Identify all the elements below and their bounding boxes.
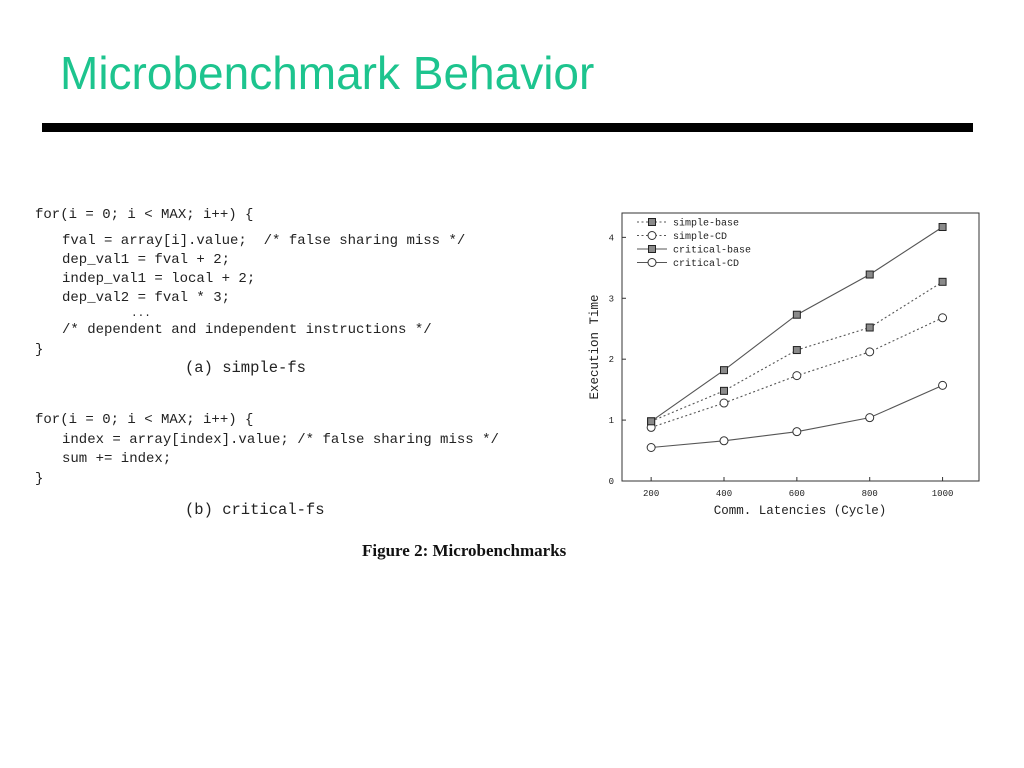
code-a-line-6: /* dependent and independent instructions */ xyxy=(62,322,432,338)
code-a-ellipsis: ... xyxy=(131,308,151,320)
code-a-line-5: dep_val2 = fval * 3; xyxy=(62,290,231,306)
data-point-critical-cd xyxy=(647,444,655,452)
data-point-critical-cd xyxy=(939,381,947,389)
chart-y-axis-label: Execution Time xyxy=(588,294,602,400)
legend-label-critical-cd: critical-CD xyxy=(673,259,740,270)
legend-marker-critical-cd xyxy=(648,259,656,267)
code-a-caption: (a) simple-fs xyxy=(185,359,306,377)
slide-title: Microbenchmark Behavior xyxy=(60,47,595,99)
chart-axes xyxy=(609,233,954,499)
data-point-critical-base xyxy=(939,224,946,231)
code-a-line-4: indep_val1 = local + 2; xyxy=(62,271,256,287)
data-point-critical-base xyxy=(721,367,728,374)
figure-caption: Figure 2: Microbenchmarks xyxy=(362,541,567,560)
code-b-line-1: for(i = 0; i < MAX; i++) { xyxy=(35,412,254,428)
code-b-line-4: } xyxy=(35,471,44,487)
data-point-simple-base xyxy=(721,387,728,394)
legend-label-simple-base: simple-base xyxy=(673,218,740,230)
code-b-caption: (b) critical-fs xyxy=(185,501,325,519)
chart-x-axis-label: Comm. Latencies (Cycle) xyxy=(713,504,887,518)
legend-label-simple-cd: simple-CD xyxy=(673,232,728,243)
x-tick-label: 600 xyxy=(788,489,805,499)
data-point-simple-cd xyxy=(939,314,947,322)
data-point-critical-cd xyxy=(720,437,728,445)
x-tick-label: 400 xyxy=(715,489,733,499)
y-tick-label: 3 xyxy=(608,294,614,305)
series-simple-base xyxy=(648,278,946,424)
chart-legend xyxy=(637,218,751,271)
code-b-line-3: sum += index; xyxy=(62,451,172,467)
y-tick-label: 2 xyxy=(608,355,614,366)
data-point-simple-base xyxy=(793,347,800,354)
code-a-line-7: } xyxy=(35,342,44,358)
data-point-simple-base xyxy=(866,324,873,331)
y-tick-label: 4 xyxy=(608,233,614,244)
code-a-line-3: dep_val1 = fval + 2; xyxy=(62,252,231,268)
code-b-line-2: index = array[index].value; /* false sharing miss */ xyxy=(62,432,499,448)
x-tick-label: 800 xyxy=(861,489,878,499)
code-listings xyxy=(35,205,575,535)
legend-marker-simple-base xyxy=(649,219,656,226)
chart-series xyxy=(647,224,946,452)
data-point-critical-base xyxy=(793,311,800,318)
x-tick-label: 1000 xyxy=(931,489,954,499)
code-a-line-2: fval = array[i].value; /* false sharing miss */ xyxy=(62,233,466,249)
legend-label-critical-base: critical-base xyxy=(673,245,752,257)
data-point-critical-cd xyxy=(793,428,801,436)
y-tick-label: 0 xyxy=(608,477,614,487)
legend-marker-simple-cd xyxy=(648,232,656,240)
execution-time-chart xyxy=(580,200,990,530)
title-divider xyxy=(42,123,973,132)
series-line-critical-cd xyxy=(651,385,942,447)
data-point-critical-cd xyxy=(866,414,874,422)
data-point-critical-base xyxy=(648,418,655,425)
series-simple-cd xyxy=(647,314,946,432)
code-a-line-1: for(i = 0; i < MAX; i++) { xyxy=(35,207,254,223)
x-tick-label: 200 xyxy=(643,489,660,499)
chart-svg xyxy=(580,200,990,530)
data-point-simple-cd xyxy=(720,399,728,407)
data-point-simple-cd xyxy=(866,348,874,356)
data-point-critical-base xyxy=(866,271,873,278)
series-critical-cd xyxy=(647,381,946,451)
legend-marker-critical-base xyxy=(649,246,656,253)
data-point-simple-base xyxy=(939,278,946,285)
y-tick-label: 1 xyxy=(608,416,614,427)
data-point-simple-cd xyxy=(793,372,801,380)
